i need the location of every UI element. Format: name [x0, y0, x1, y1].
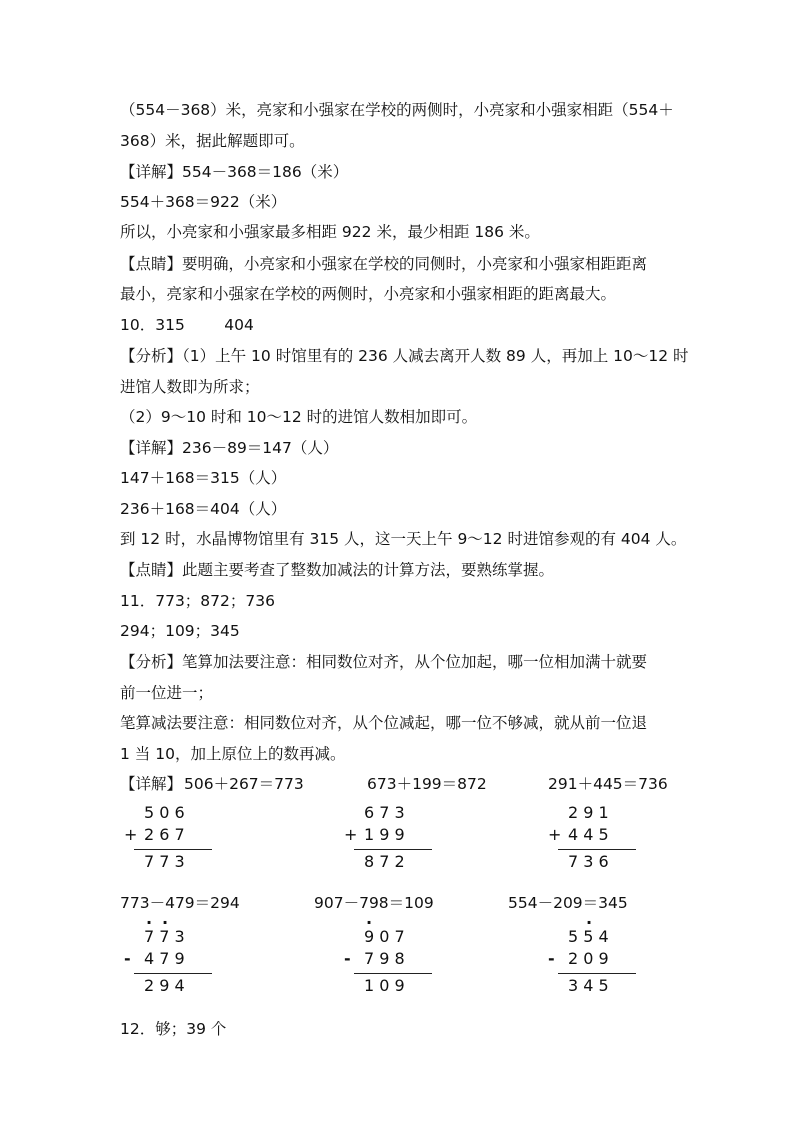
answer-12: 12．够；39 个: [120, 1020, 227, 1038]
text-line-14: 236＋168＝404（人）: [120, 500, 287, 518]
detail-label: 【详解】: [120, 775, 183, 793]
text-line-13: 147＋168＝315（人）: [120, 469, 287, 487]
operator: -: [124, 949, 131, 968]
operator: -: [548, 949, 555, 968]
text-line-6: 【点睛】要明确，小亮家和小强家在学校的同侧时，小亮家和小强家相距距离: [120, 255, 648, 273]
text-line-4: 554＋368＝922（米）: [120, 193, 287, 211]
equation-sub-3: 554－209＝345: [508, 894, 628, 912]
addend-top: 2 9 1: [568, 803, 609, 822]
subtrahend: 4 7 9: [144, 949, 185, 968]
text-line-15: 到 12 时，水晶博物馆里有 315 人，这一天上午 9～12 时进馆参观的有 404 人。: [120, 530, 687, 548]
operator: +: [548, 825, 562, 844]
text-line-11: （2）9～10 时和 10～12 时的进馆人数相加即可。: [120, 408, 478, 426]
text-line-1: （554－368）米，亮家和小强家在学校的两侧时，小亮家和小强家相距（554＋: [120, 101, 674, 119]
vertical-subtraction-2: [344, 926, 434, 996]
minuend: 9 0 7: [364, 927, 405, 946]
vertical-subtraction-3: [548, 926, 638, 996]
difference-line: [134, 973, 212, 974]
borrow-dot-icon: ·: [146, 913, 153, 932]
borrow-dot-icon: ·: [586, 913, 593, 932]
addend-bottom: 2 6 7: [144, 825, 185, 844]
equation-add-2: 673＋199＝872: [367, 775, 487, 793]
operator: +: [344, 825, 358, 844]
borrow-dot-icon: ·: [162, 913, 169, 932]
text-line-3: 【详解】554－368＝186（米）: [120, 163, 349, 181]
addend-bottom: 4 4 5: [568, 825, 609, 844]
subtrahend: 2 0 9: [568, 949, 609, 968]
minuend: 5 5 4: [568, 927, 609, 946]
text-line-19: 【分析】笔算加法要注意：相同数位对齐，从个位加起，哪一位相加满十就要: [120, 653, 648, 671]
text-line-22: 1 当 10，加上原位上的数再减。: [120, 745, 346, 763]
vertical-subtraction-1: [124, 926, 214, 996]
sum-line: [558, 849, 636, 850]
minuend: 7 7 3: [144, 927, 185, 946]
vertical-addition-1: [124, 802, 214, 872]
sum-result: 7 3 6: [568, 852, 609, 871]
subtrahend: 7 9 8: [364, 949, 405, 968]
difference-result: 1 0 9: [364, 976, 405, 995]
addend-bottom: 1 9 9: [364, 825, 405, 844]
borrow-dot-icon: ·: [366, 913, 373, 932]
text-line-20: 前一位进一；: [120, 684, 214, 702]
text-line-18: 294；109；345: [120, 622, 240, 640]
operator: -: [344, 949, 351, 968]
difference-line: [558, 973, 636, 974]
vertical-addition-3: [548, 802, 638, 872]
operator: +: [124, 825, 138, 844]
equation-sub-1: 773－479＝294: [120, 894, 240, 912]
text-line-10: 进馆人数即为所求；: [120, 378, 260, 396]
addend-top: 5 0 6: [144, 803, 185, 822]
sum-line: [354, 849, 432, 850]
sum-result: 7 7 3: [144, 852, 185, 871]
text-line-16: 【点睛】此题主要考查了整数加减法的计算方法，要熟练掌握。: [120, 561, 555, 579]
difference-result: 3 4 5: [568, 976, 609, 995]
text-line-9: 【分析】（1）上午 10 时馆里有的 236 人减去离开人数 89 人，再加上 10～12 时: [120, 347, 689, 365]
text-line-21: 笔算减法要注意：相同数位对齐，从个位减起，哪一位不够减，就从前一位退: [120, 714, 648, 732]
text-line-2: 368）米，据此解题即可。: [120, 132, 305, 150]
equation-sub-2: 907－798＝109: [314, 894, 434, 912]
sum-result: 8 7 2: [364, 852, 405, 871]
addend-top: 6 7 3: [364, 803, 405, 822]
text-line-12: 【详解】236－89＝147（人）: [120, 439, 339, 457]
difference-line: [354, 973, 432, 974]
equation-add-1: 506＋267＝773: [184, 775, 304, 793]
equation-add-3: 291＋445＝736: [548, 775, 668, 793]
difference-result: 2 9 4: [144, 976, 185, 995]
answer-10: 10．315 404: [120, 316, 254, 334]
text-line-5: 所以，小亮家和小强家最多相距 922 米，最少相距 186 米。: [120, 223, 540, 241]
sum-line: [134, 849, 212, 850]
text-line-7: 最小，亮家和小强家在学校的两侧时，小亮家和小强家相距的距离最大。: [120, 285, 617, 303]
answer-11: 11．773；872；736: [120, 592, 275, 610]
vertical-addition-2: [344, 802, 434, 872]
